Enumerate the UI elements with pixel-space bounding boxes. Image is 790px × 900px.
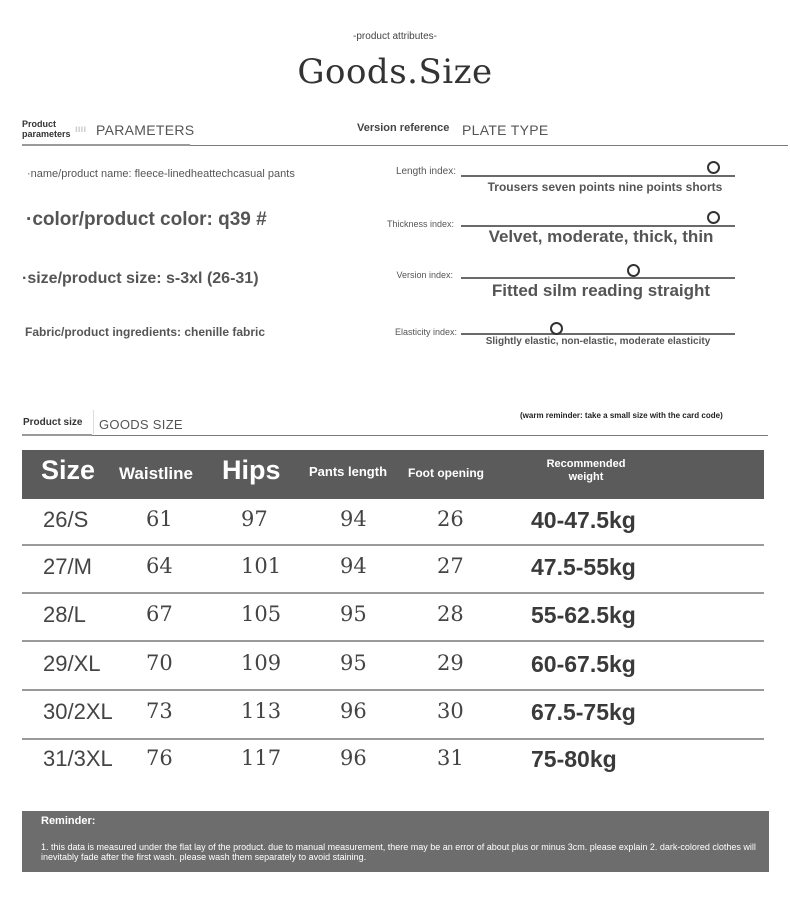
table-cell: 67 (146, 602, 173, 626)
warm-reminder: (warm reminder: take a small size with the card code) (520, 411, 723, 420)
parameters-label-big: PARAMETERS (96, 122, 195, 138)
table-cell: 95 (340, 602, 367, 626)
table-cell: 67.5-75kg (531, 699, 636, 725)
slider-track (461, 175, 735, 177)
table-cell: 117 (241, 746, 282, 770)
length-index-slider (461, 160, 735, 180)
table-cell: 61 (146, 507, 173, 531)
column-header-size: Size (41, 455, 96, 485)
divider (22, 434, 92, 436)
column-header-waistline: Waistline (119, 464, 193, 483)
product-color: ·color/product color: q39 # (26, 209, 267, 230)
row-divider (22, 738, 764, 740)
table-cell: 95 (340, 651, 367, 675)
slider-track (461, 333, 735, 335)
version-reference-label: Version reference (357, 122, 450, 134)
thickness-index-label: Thickness index: (386, 219, 454, 229)
table-cell: 27 (437, 554, 464, 578)
table-cell: 97 (241, 507, 268, 531)
size-table-header (22, 450, 764, 499)
table-cell: 30 (437, 699, 464, 723)
version-index-value: Fitted silm reading straight (491, 281, 711, 300)
size-label-big: GOODS SIZE (99, 417, 183, 432)
divider (93, 410, 94, 434)
table-cell: 105 (241, 602, 282, 626)
page-title: Goods.Size (297, 52, 493, 92)
table-cell: 29/XL (43, 651, 101, 676)
table-cell: 26 (437, 507, 464, 531)
table-cell: 60-67.5kg (531, 651, 636, 677)
row-divider (22, 689, 764, 691)
column-header-recommended-weight: Recommended weight (546, 458, 626, 483)
parameters-label-small: Product parameters (22, 119, 71, 139)
column-header-pants-length: Pants length (309, 464, 388, 479)
divider (92, 435, 768, 436)
table-cell: 94 (340, 554, 367, 578)
table-cell: 47.5-55kg (531, 554, 636, 580)
elasticity-index-label: Elasticity index: (394, 327, 457, 337)
table-cell: 94 (340, 507, 367, 531)
divider (22, 144, 190, 146)
table-cell: 64 (146, 554, 173, 578)
table-cell: 96 (340, 699, 367, 723)
length-index-label: Length index: (395, 166, 456, 177)
row-divider (22, 592, 764, 594)
table-cell: 70 (146, 651, 173, 675)
divider (190, 145, 788, 146)
table-cell: 30/2XL (43, 699, 113, 724)
table-cell: 113 (241, 699, 282, 723)
table-cell: 28/L (43, 602, 86, 627)
thickness-index-value: Velvet, moderate, thick, thin (488, 227, 714, 246)
table-cell: 29 (437, 651, 464, 675)
table-cell: 28 (437, 602, 464, 626)
table-cell: 73 (146, 699, 173, 723)
version-index-label: Version index: (396, 270, 453, 280)
size-label-small: Product size (23, 417, 83, 428)
slider-knob (707, 161, 720, 174)
table-cell: 31 (437, 746, 464, 770)
reminder-title: Reminder: (41, 815, 96, 827)
product-size: ·size/product size: s-3xl (26-31) (22, 270, 259, 287)
subtitle: -product attributes- (353, 31, 437, 42)
table-cell: 76 (146, 746, 173, 770)
row-divider (22, 640, 764, 642)
slider-knob (707, 211, 720, 224)
column-header-foot-opening: Foot opening (408, 466, 484, 480)
table-cell: 96 (340, 746, 367, 770)
table-cell: 40-47.5kg (531, 507, 636, 533)
table-cell: 26/S (43, 507, 89, 532)
table-cell: 27/M (43, 554, 92, 579)
slider-knob (550, 322, 563, 335)
table-cell: 31/3XL (43, 746, 113, 771)
slider-knob (627, 264, 640, 277)
reminder-body: 1. this data is measured under the flat lay of the product. due to manual measurement, there may be an error of about plus or minus 3cm. please explain 2. dark-colored clothes will inevitably fade after the first wash. please wash them separately to avoid staining. (41, 842, 756, 862)
row-divider (22, 544, 764, 546)
product-name: ·name/product name: fleece-linedheattechcasual pants (27, 168, 295, 180)
slider-track (461, 277, 735, 279)
product-fabric: Fabric/product ingredients: chenille fabric (25, 325, 266, 339)
table-cell: 101 (241, 554, 282, 578)
reminder-box (22, 811, 769, 872)
decorative-marks-icon: ıııı (75, 124, 87, 135)
table-cell: 55-62.5kg (531, 602, 636, 628)
length-index-value: Trousers seven points nine points shorts (487, 180, 723, 194)
table-cell: 75-80kg (531, 746, 617, 772)
column-header-hips: Hips (222, 455, 281, 485)
version-reference-value: PLATE TYPE (462, 122, 549, 138)
table-cell: 109 (241, 651, 282, 675)
elasticity-index-value: Slightly elastic, non-elastic, moderate elasticity (485, 336, 711, 347)
